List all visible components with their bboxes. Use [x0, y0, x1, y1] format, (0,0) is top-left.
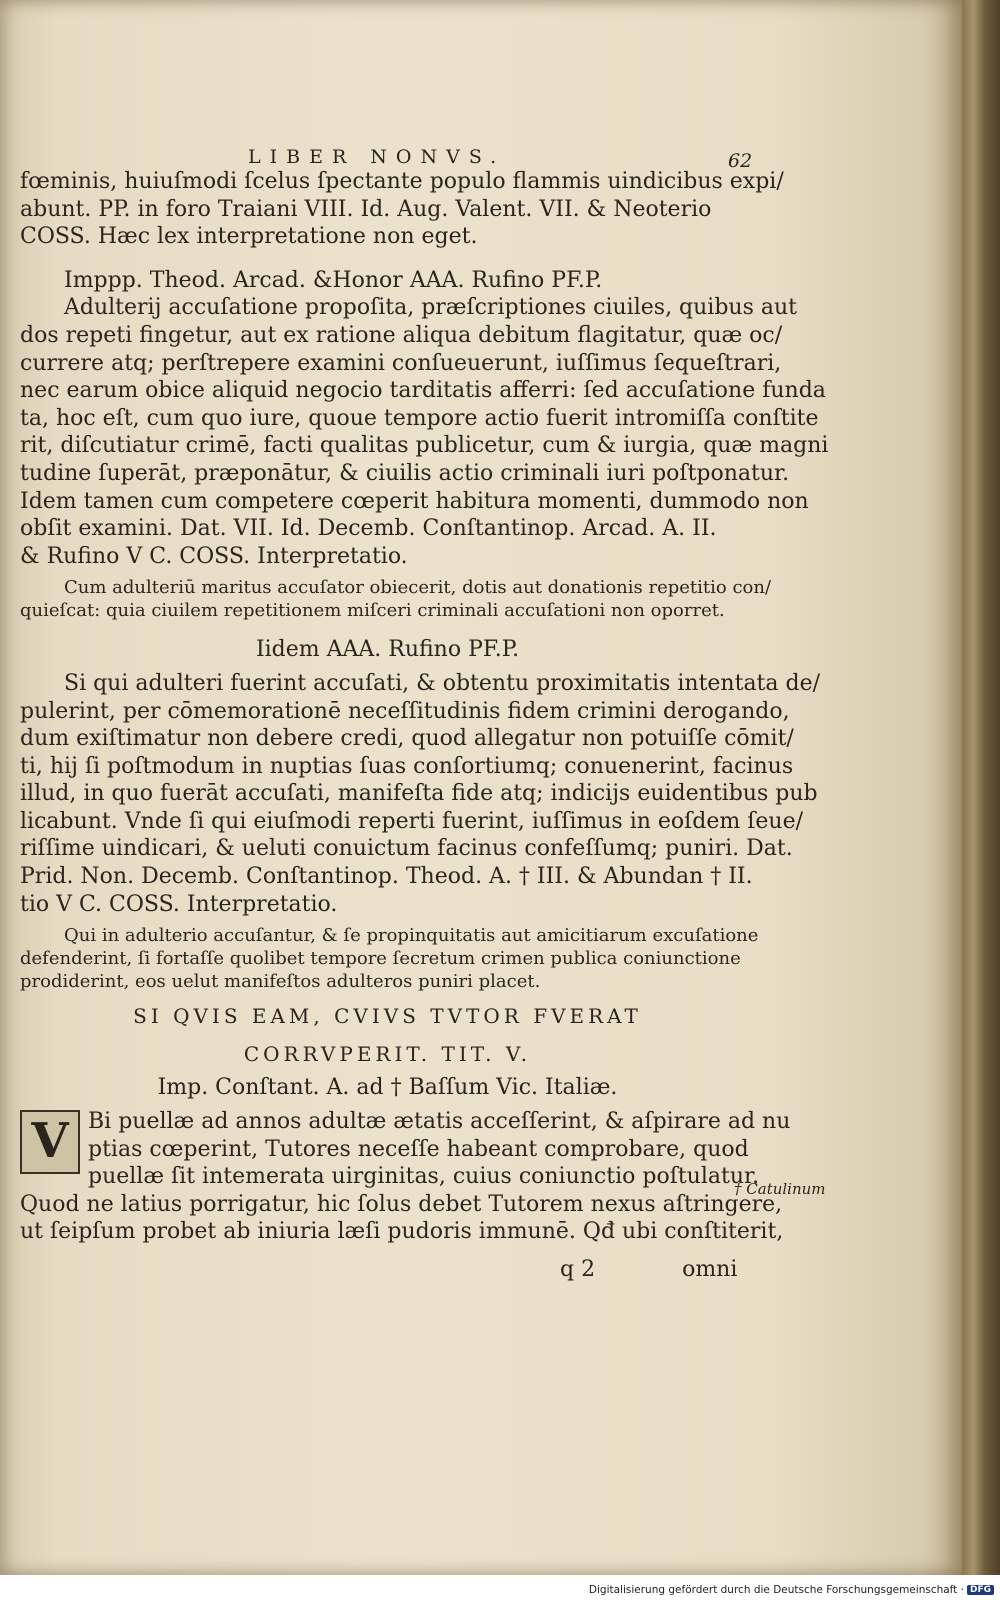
text-line: ta, hoc eſt, cum quo iure, quoue tempore actio fuerit intromiſſa conſtite — [20, 405, 819, 431]
text-line: Adulterij accuſatione propoſita, præſcriptiones ciuiles, quibus aut — [64, 295, 798, 321]
text-line: dos repeti fingetur, aut ex ratione aliqua debitum flagitatur, quæ oc/ — [20, 322, 783, 348]
text-line: ut ſeipſum probet ab iniuria læſi pudoris immunē. Qđ ubi conſtiterit, — [20, 1219, 784, 1245]
law-heading: Imp. Conſtant. A. ad † Baſſum Vic. Italiæ. — [157, 1075, 618, 1101]
page-edge — [962, 0, 1000, 1575]
block-4 — [20, 1108, 791, 1191]
text-line: puellæ ſit intemerata uirginitas, cuius coniunctio poſtulatur. — [88, 1164, 760, 1190]
text-line: Qui in adulterio accuſantur, & ſe propinquitatis aut amicitiarum excuſatione — [64, 925, 759, 947]
text-line: abunt. PP. in foro Traiani VIII. Id. Aug. Valent. VII. & Neoterio — [20, 196, 712, 222]
law-heading: Imppp. Theod. Arcad. &Honor AAA. Rufino PF.P. — [64, 267, 603, 293]
block-2 — [20, 294, 829, 570]
block-1 — [20, 168, 784, 251]
text-line: licabunt. Vnde ſi qui eiuſmodi reperti fuerint, iuſſimus in eoſdem ſeue/ — [20, 808, 804, 834]
text-line: tudine ſuperāt, præponātur, & ciuilis actio criminali iuri poſtponatur. — [20, 460, 790, 486]
text-line: Cum adulteriū maritus accuſator obiecerit, dotis aut donationis repetitio con/ — [64, 577, 772, 599]
block-5 — [20, 1191, 784, 1246]
text-line: illud, in quo fuerāt accuſati, manifeſta fide atq; indicijs euidentibus pub — [20, 781, 818, 807]
text-line: Si qui adulteri fuerint accuſati, & obtentu proximitatis intentata de/ — [64, 670, 821, 696]
block-3 — [20, 670, 821, 918]
folio-number: 62 — [728, 150, 753, 172]
text-line: nec earum obice aliquid negocio tarditatis afferri: ſed accuſatione funda — [20, 378, 826, 404]
law-heading: Iidem AAA. Rufino PF.P. — [255, 637, 520, 663]
text-line: ti, hij ſi poſtmodum in nuptias ſuas conſortiumq; conuenerint, facinus — [20, 753, 794, 779]
text-line: & Rufino V C. COSS. Interpretatio. — [20, 543, 408, 569]
text-line: Prid. Non. Decemb. Conſtantinop. Theod. A. † III. & Abundan † II. — [20, 864, 753, 890]
dfg-logo: DFG — [967, 1585, 994, 1595]
text-line: Idem tamen cum competere cœperit habitura momenti, dummodo non — [20, 488, 809, 514]
title-line: SI QVIS EAM, CVIVS TVTOR FVERAT — [133, 1004, 642, 1029]
text-line: obſit examini. Dat. VII. Id. Decemb. Conſtantinop. Arcad. A. II. — [20, 516, 717, 542]
text-line: quieſcat: quia ciuilem repetitionem miſceri criminali accuſationi non oporret. — [20, 600, 725, 622]
text-line: currere atq; perſtrepere examini conſueuerunt, iuſſimus ſequeſtrari, — [20, 350, 782, 376]
text-line: fœminis, huiuſmodi ſcelus ſpectante populo flammis uindicibus expi/ — [20, 169, 784, 194]
margin-note: † Catulinum — [734, 1180, 826, 1198]
text-line: dum exiſtimatur non debere credi, quod allegatur non potuiſſe cōmit/ — [20, 726, 794, 752]
catchword: omni — [682, 1257, 738, 1282]
text-line: pulerint, per cōmemorationē neceſſitudinis fidem crimini derogando, — [20, 698, 790, 724]
decorated-initial: V — [20, 1110, 80, 1174]
interpretatio-2 — [20, 924, 759, 993]
text-line: tio V C. COSS. Interpretatio. — [20, 891, 338, 917]
text-line: rit, diſcutiatur crimē, facti qualitas publicetur, cum & iurgia, quæ magni — [20, 433, 829, 459]
text-line: defenderint, ſi fortaſſe quolibet tempore ſecretum crimen publica coniunctione — [20, 948, 741, 970]
page-bottom-marks — [20, 1256, 755, 1284]
text-line: COSS. Hæc lex interpretatione non eget. — [20, 224, 478, 250]
text-line: riſſime uindicari, & ueluti conuictum facinus confeſſumq; puniri. Dat. — [20, 836, 793, 862]
text-line: ptias cœperint, Tutores neceſſe habeant comprobare, quod — [88, 1136, 749, 1162]
text-line: prodiderint, eos uelut manifeſtos adulteros puniri placet. — [20, 971, 541, 993]
footer-text: Digitalisierung gefördert durch die Deutsche Forschungsgemeinschaft · — [588, 1583, 964, 1596]
running-head: LIBER NONVS. — [248, 146, 506, 168]
footer-bar — [0, 1575, 1000, 1604]
text-line: Quod ne latius porrigatur, hic ſolus debet Tutorem nexus aſtringere, — [20, 1191, 783, 1217]
title-line: CORRVPERIT. TIT. V. — [243, 1041, 532, 1066]
interpretatio-1 — [20, 576, 772, 622]
text-line: Bi puellæ ad annos adultæ ætatis acceſſerint, & aſpirare ad nu — [88, 1109, 791, 1135]
signature-mark: q 2 — [560, 1257, 596, 1282]
